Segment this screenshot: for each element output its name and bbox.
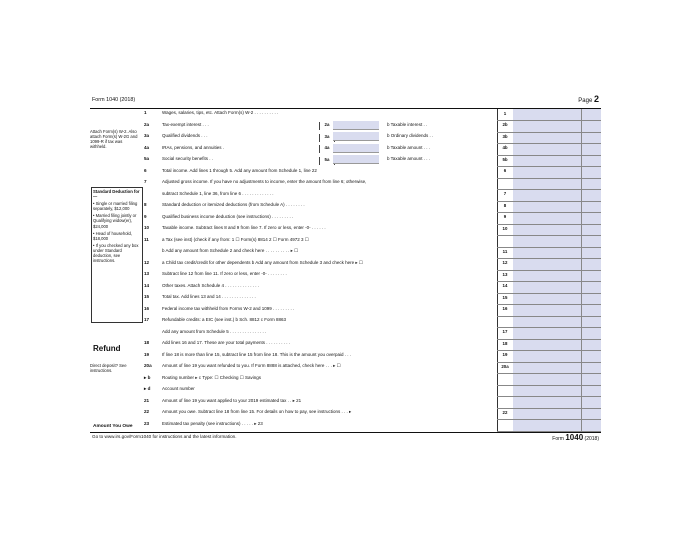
line-sub-description: b Taxable amount . . . [387, 144, 430, 150]
inline-amount-field[interactable] [319, 121, 379, 129]
amount-line-label: 1 [503, 110, 507, 116]
form-line [90, 132, 601, 141]
sd-item: • Single or married filing separately, $12,000 [93, 201, 138, 212]
amount-line-label: 19 [502, 352, 508, 357]
line-description: Add lines 16 and 17. These are your total payments . . . . . . . . . . [162, 340, 290, 345]
line-description: a Tax (see inst) (check if any from: 1 ☐ Form(s) 8814 2 ☐ Form 4972 3 ☐ [162, 236, 309, 242]
line-description: Amount of line 19 you want refunded to you. If Form 8888 is attached, check here . . . ▸ ☐ [162, 363, 341, 368]
line-number: 18 [144, 340, 150, 345]
line-description: Add any amount from Schedule 5 . . . . . . . . . . . . . . . [162, 328, 267, 334]
standard-deduction-title: Standard Deduction for— [93, 189, 140, 200]
form-line [90, 213, 601, 222]
inline-amount-input[interactable] [333, 121, 379, 130]
form-line [90, 316, 601, 325]
sd-item: • Married filing jointly or Qualifying widow(er), $24,000 [93, 213, 137, 229]
line-description: Amount of line 19 you want applied to your 2019 estimated tax . . ▸ 21 [162, 397, 302, 403]
line-number: 14 [144, 282, 150, 288]
form-line [90, 236, 601, 245]
amount-line-label: 11 [502, 248, 508, 254]
line-sub-description: b Ordinary dividends . . [387, 133, 434, 138]
amount-line-label: 14 [502, 283, 508, 288]
line-description: If line 18 is more than line 15, subtract line 15 from line 18. This is the amount you overpaid . . . [162, 351, 352, 357]
form-line [90, 362, 601, 374]
line-description: Tax-exempt interest . . . [162, 121, 209, 127]
line-number: ▸ b [144, 374, 151, 380]
form-line [90, 305, 601, 314]
form-line [90, 408, 601, 417]
line-sub-description: b Taxable interest . . [387, 121, 428, 127]
amount-you-owe-label: Amount You Owe [93, 424, 133, 429]
line-description: Estimated tax penalty (see instructions) . . . . . ▸ 23 [162, 420, 263, 426]
line-description: Routing number ▸ c Type: ☐ Checking ☐ Savings [162, 374, 262, 380]
line-description: subtract Schedule 1, line 36, from line 6 . . . . . . . . . . . . . [162, 190, 274, 196]
amount-line-label: 3b [502, 133, 508, 139]
line-description: Total tax. Add lines 13 and 14 . . . . . . . . . . . . . . [162, 294, 256, 299]
line-number: 7 [144, 179, 147, 184]
inline-line-label: 5a [319, 157, 335, 165]
line-number: ▸ d [144, 386, 151, 391]
form-line [90, 328, 601, 337]
form-line [90, 270, 601, 279]
amount-line-label: 13 [502, 271, 508, 277]
amount-line-label: 12 [502, 260, 508, 265]
amount-line-label: 8 [503, 202, 507, 208]
form-header [90, 94, 601, 108]
inline-line-label: 4a [319, 145, 335, 153]
form-line [90, 397, 601, 406]
line-description: Refundable credits: a EIC (see inst.) b Sch. 8812 c Form 8863 [162, 317, 287, 322]
line-number: 9 [144, 213, 147, 219]
inline-line-label: 2a [319, 122, 335, 130]
form-line [90, 178, 601, 187]
amount-line-label: 20a [501, 363, 509, 369]
line-description: a Child tax credit/credit for other dependents b Add any amount from Schedule 3 and check here ▸ ☐ [162, 259, 363, 265]
line-description: Amount you owe. Subtract line 18 from line 15. For details on how to pay, see instructions . . . ▸ [162, 409, 352, 414]
inline-line-label: 3a [319, 134, 335, 142]
form-line [90, 420, 601, 429]
line-description: Other taxes. Attach Schedule 4 . . . . . . . . . . . . . . [162, 282, 260, 288]
attach-forms-note: Attach Form(s) W-2. Also attach Form(s) W-2G and 1099-R if tax was withheld. [90, 129, 138, 150]
line-number: 1 [144, 110, 147, 115]
amount-line-label: 18 [502, 340, 508, 346]
line-description: Account number [162, 386, 195, 391]
line-number: 3a [144, 133, 150, 138]
line-number: 11 [144, 236, 149, 242]
amount-line-label: 5b [502, 156, 508, 162]
line-description: Qualified business income deduction (see instructions) . . . . . . . . . [162, 213, 294, 219]
line-number: 15 [144, 294, 150, 299]
amount-line-label: 6 [503, 168, 507, 173]
line-number: 23 [144, 420, 150, 426]
inline-amount-input[interactable] [333, 155, 379, 164]
inline-amount-field[interactable] [319, 155, 379, 163]
line-number: 6 [144, 167, 147, 173]
line-number: 19 [144, 351, 150, 357]
line-number: 17 [144, 317, 150, 322]
line-number: 12 [144, 259, 150, 265]
form-line [90, 155, 601, 164]
form-line [90, 282, 601, 291]
line-number: 21 [144, 397, 150, 403]
footer-instructions: Go to www.irs.gov/Form1040 for instructions and the latest information. [92, 434, 237, 439]
inline-amount-input[interactable] [333, 132, 379, 141]
footer-form-id: Form 1040 (2018) [552, 433, 599, 442]
line-number: 16 [144, 305, 150, 311]
line-sub-description: b Taxable amount . . . [387, 156, 430, 161]
form-line [90, 109, 601, 118]
form-line [90, 385, 601, 394]
sd-item: • Head of household, $18,000 [93, 230, 132, 241]
line-description: Taxable income. Subtract lines 8 and 9 from line 7. If zero or less, enter -0- . . . . . . [162, 225, 326, 230]
amount-line-label: 2b [502, 122, 508, 127]
standard-deduction-box [91, 187, 143, 323]
form-title: Form 1040 (2018) [92, 97, 136, 103]
amount-line-label: 10 [502, 225, 508, 231]
form-line [90, 201, 601, 210]
line-description: Social security benefits . . [162, 156, 214, 161]
amount-line-label: 17 [502, 329, 508, 334]
line-description: Qualified dividends . . . [162, 133, 208, 138]
form-line [90, 167, 601, 176]
amount-line-label: 9 [503, 214, 507, 219]
amount-line-label: 4b [502, 145, 508, 150]
direct-deposit-note: Direct deposit? See instructions. [90, 363, 127, 374]
line-description: Subtract line 12 from line 11. If zero or less, enter -0- . . . . . . . . [162, 271, 287, 276]
form-line [90, 374, 601, 383]
line-description: Federal income tax withheld from Forms W-2 and 1099 . . . . . . . . . [162, 305, 295, 311]
form-line [90, 190, 601, 199]
line-description: Total income. Add lines 1 through 5. Add any amount from Schedule 1, line 22 [162, 167, 317, 173]
line-description: b Add any amount from Schedule 2 and check here . . . . . . . . . . ▸ ☐ [162, 248, 299, 253]
line-number: 5a [144, 156, 150, 161]
line-description: Standard deduction or itemized deductions (from Schedule A) . . . . . . . . [162, 202, 305, 207]
line-number: 13 [144, 271, 150, 276]
amount-line-label: 7 [503, 191, 507, 196]
inline-amount-field[interactable] [319, 144, 379, 152]
sd-item: • If you checked any box under Standard deduction, see instructions. [93, 242, 139, 264]
line-number: 20a [144, 363, 152, 368]
line-number: 10 [144, 225, 150, 230]
refund-section-label: Refund [93, 344, 121, 353]
form-line [90, 259, 601, 268]
line-number: 8 [144, 202, 147, 207]
form-line [90, 339, 601, 348]
amount-line-label: 16 [502, 306, 508, 311]
amount-line-label: 22 [502, 409, 508, 415]
form-line [90, 293, 601, 302]
bottom-rule [90, 432, 601, 433]
form-1040-page-2 [90, 94, 601, 466]
form-line [90, 247, 601, 256]
line-number: 4a [144, 144, 150, 150]
inline-amount-field[interactable] [319, 132, 379, 140]
form-line [90, 144, 601, 153]
line-number: 2a [144, 121, 150, 127]
amount-line-label: 15 [502, 294, 508, 300]
form-line [90, 351, 601, 360]
form-line [90, 121, 601, 130]
inline-amount-input[interactable] [333, 144, 379, 153]
line-description: IRAs, pensions, and annuities . [162, 144, 225, 150]
line-description: Wages, salaries, tips, etc. Attach Form(s) W-2 . . . . . . . . . . [162, 110, 279, 115]
line-number: 22 [144, 409, 150, 414]
page-number: Page 2 [578, 94, 599, 104]
line-description: Adjusted gross income. If you have no adjustments to income, enter the amount from line 6; otherwise, [162, 179, 367, 184]
form-line [90, 224, 601, 233]
